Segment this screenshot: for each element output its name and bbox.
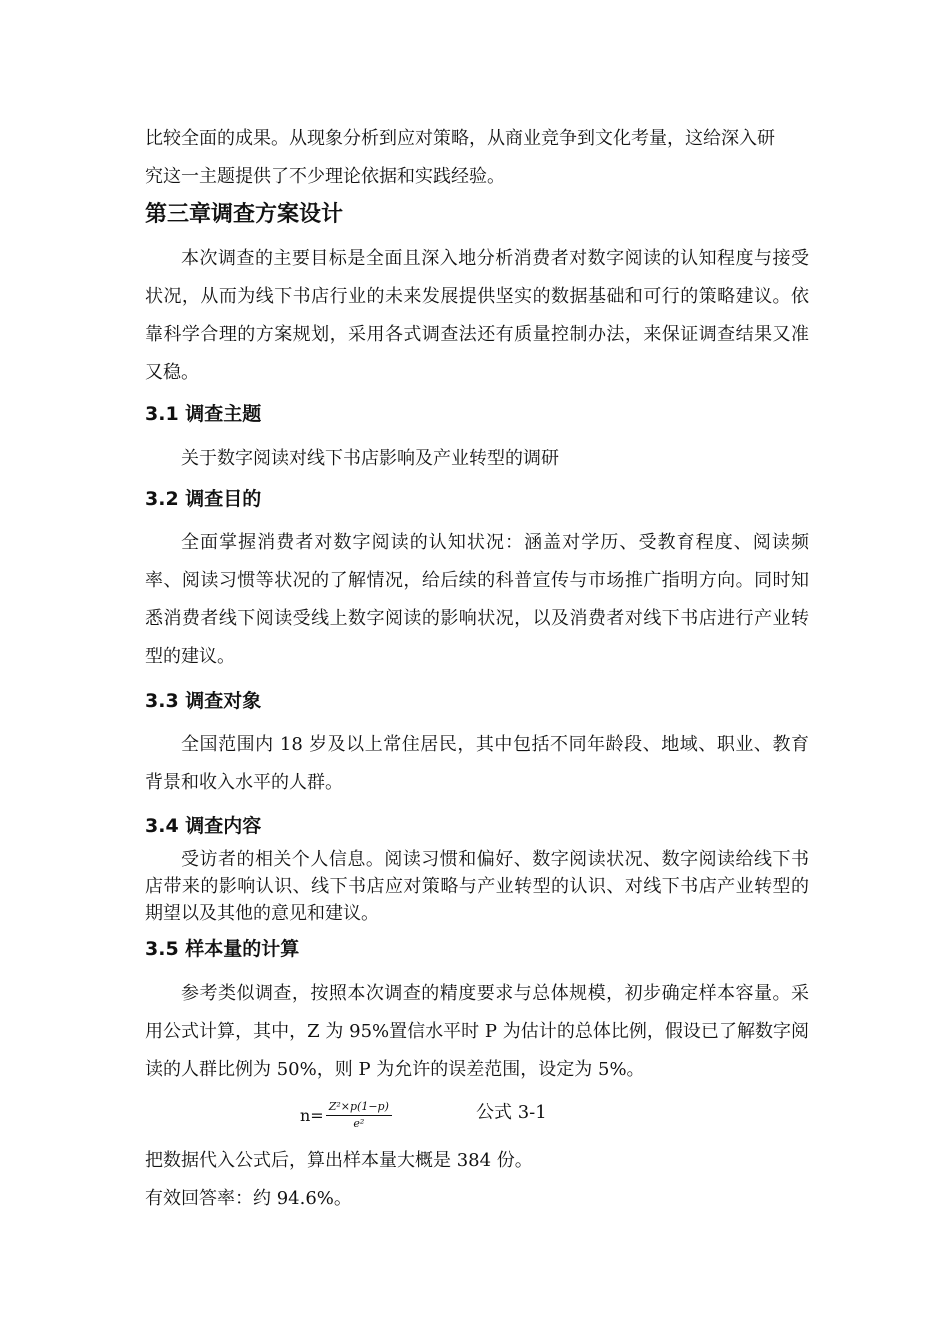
section-heading: 3.5 样本量的计算 [145, 938, 300, 960]
intro-line-1: 比较全面的成果。从现象分析到应对策略，从商业竞争到文化考量，这给深入研 [145, 128, 775, 149]
section-heading: 3.4 调查内容 [145, 815, 262, 837]
intro-paragraph [145, 120, 809, 196]
section-heading: 3.1 调查主题 [145, 403, 262, 425]
section-text: 参考类似调查，按照本次调查的精度要求与总体规模，初步确定样本容量。采用公式计算，其中，Z 为 95%置信水平时 P 为估计的总体比例，假设已了解数字阅读的人群比例为 50%，则 P 为允许的误差范围，设定为 5%。 [145, 983, 809, 1080]
section-heading: 3.2 调查目的 [145, 488, 262, 510]
formula-lhs: n= [300, 1105, 324, 1125]
section-text: 受访者的相关个人信息。阅读习惯和偏好、数字阅读状况、数字阅读给线下书店带来的影响认识、线下书店应对策略与产业转型的认识、对线下书店产业转型的期望以及其他的意见和建议。 [145, 849, 809, 924]
chapter-heading: 第三章调查方案设计 [145, 202, 344, 227]
chapter-intro-text: 本次调查的主要目标是全面且深入地分析消费者对数字阅读的认知程度与接受状况，从而为线下书店行业的未来发展提供坚实的数据基础和可行的策略建议。依靠科学合理的方案规划，采用各式调查法还有质量控制办法，来保证调查结果又准又稳。 [145, 248, 809, 383]
section-3-1-heading-wrap [145, 400, 809, 428]
chapter-paragraph [145, 240, 809, 392]
formula-fraction [326, 1100, 392, 1131]
intro-line-2: 究这一主题提供了不少理论依据和实践经验。 [145, 166, 505, 187]
closing-line-1: 把数据代入公式后，算出样本量大概是 384 份。 [145, 1150, 533, 1171]
section-3-5-heading-wrap [145, 935, 809, 963]
closing-line-2: 有效回答率：约 94.6%。 [145, 1188, 352, 1209]
section-3-1-body [145, 440, 809, 478]
section-3-5-body [145, 975, 809, 1089]
section-text: 全国范围内 18 岁及以上常住居民，其中包括不同年龄段、地域、职业、教育背景和收入水平的人群。 [145, 734, 809, 793]
section-text: 全面掌握消费者对数字阅读的认知状况：涵盖对学历、受教育程度、阅读频率、阅读习惯等状况的了解情况，给后续的科普宣传与市场推广指明方向。同时知悉消费者线下阅读受线上数字阅读的影响状况，以及消费者对线下书店进行产业转型的建议。 [145, 532, 809, 667]
section-text: 关于数字阅读对线下书店影响及产业转型的调研 [181, 448, 559, 469]
sample-size-formula [300, 1093, 392, 1137]
section-3-4-body [145, 846, 809, 927]
section-3-2-body [145, 524, 809, 676]
section-3-4-heading-wrap [145, 812, 809, 840]
formula-numerator: Z²×p(1−p) [326, 1100, 392, 1116]
formula-denominator: e² [353, 1116, 365, 1130]
section-3-3-body [145, 726, 809, 802]
formula-row [300, 1093, 600, 1137]
closing-paragraph [145, 1142, 809, 1218]
section-heading: 3.3 调查对象 [145, 690, 262, 712]
section-3-3-heading-wrap [145, 687, 809, 715]
formula-label: 公式 3-1 [476, 1102, 547, 1123]
chapter-title [145, 200, 809, 230]
section-3-2-heading-wrap [145, 485, 809, 513]
